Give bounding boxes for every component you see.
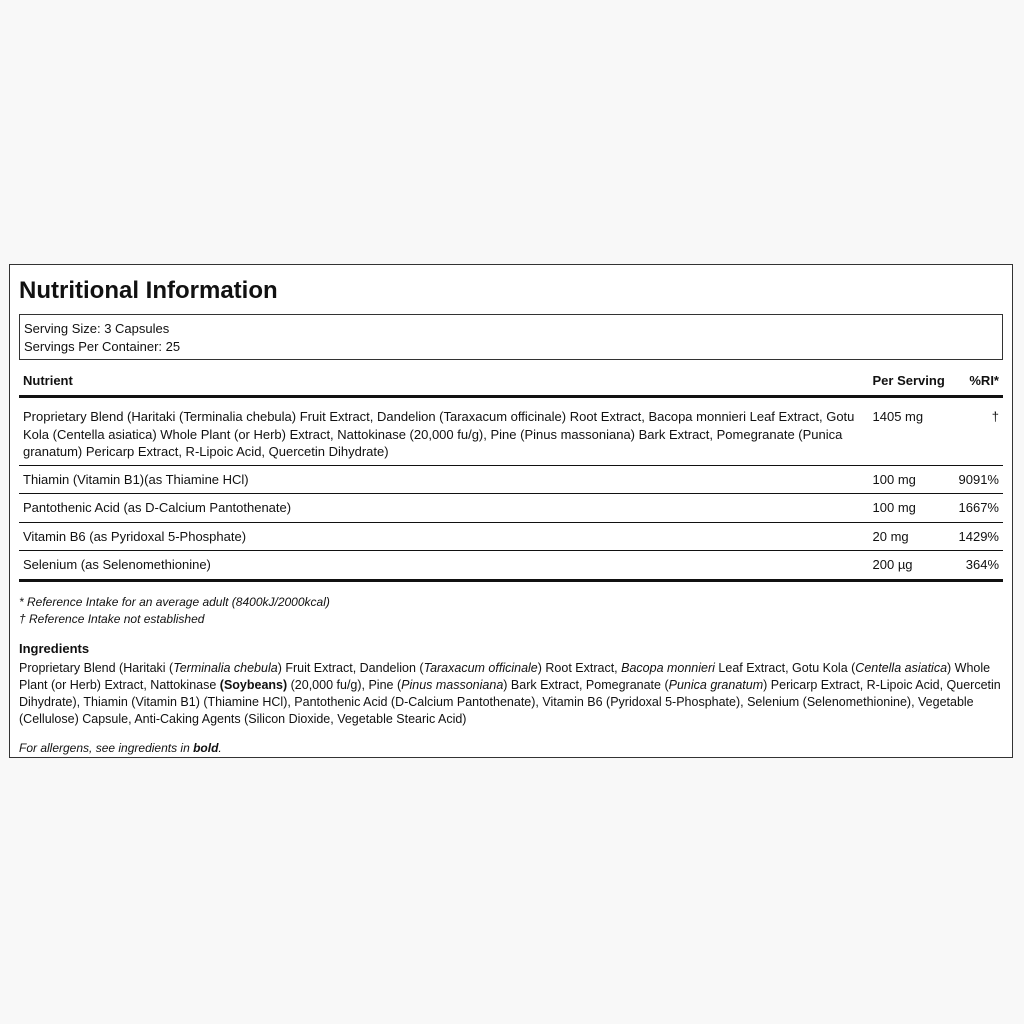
allergen-ingredient: (Soybeans) (219, 677, 288, 692)
column-header-per-serving: Per Serving (869, 369, 955, 397)
servings-per-container: Servings Per Container: 25 (24, 339, 181, 354)
nutrient-name: Selenium (as Selenomethionine) (19, 551, 869, 581)
nutrient-table (19, 369, 1003, 582)
per-serving-value: 20 mg (869, 522, 955, 551)
ingredient-latin-name: Bacopa monnieri (621, 660, 715, 675)
per-serving-value: 100 mg (869, 494, 955, 523)
ri-value: 364% (955, 551, 1003, 581)
serving-info-box (19, 314, 1003, 360)
nutrient-name: Pantothenic Acid (as D-Calcium Pantothenate) (19, 494, 869, 523)
ingredient-latin-name: Centella asiatica (855, 660, 948, 675)
table-row (19, 465, 1003, 494)
nutrient-name: Thiamin (Vitamin B1)(as Thiamine HCl) (19, 465, 869, 494)
ingredient-latin-name: Pinus massoniana (401, 677, 504, 692)
ri-value: † (955, 397, 1003, 466)
ingredient-text-segment: ) Fruit Extract, Dandelion ( (277, 660, 424, 675)
serving-size: Serving Size: 3 Capsules (24, 321, 170, 336)
page-title: Nutritional Information (19, 277, 278, 304)
table-row (19, 494, 1003, 523)
ingredient-text-segment: Proprietary Blend (Haritaki ( (19, 660, 174, 675)
per-serving-value: 1405 mg (869, 397, 955, 466)
ingredient-text-segment: ) Whole Plant (or Herb) Extract, Nattokinase (19, 660, 991, 692)
ri-value: 9091% (955, 465, 1003, 494)
ingredient-text-segment: ) Bark Extract, Pomegranate ( (503, 677, 669, 692)
column-header-ri: %RI* (955, 369, 1003, 397)
table-row (19, 397, 1003, 466)
footnote-not-established: † Reference Intake not established (19, 611, 205, 626)
allergen-note-bold: bold (193, 740, 219, 755)
ingredient-latin-name: Taraxacum officinale (423, 660, 538, 675)
ingredients-text (19, 660, 1003, 728)
table-row (19, 522, 1003, 551)
ri-value: 1667% (955, 494, 1003, 523)
ingredient-text-segment: ) Pericarp Extract, R-Lipoic Acid, Quercetin Dihydrate), Thiamin (Vitamin B1) (Thiamine HCl), Pantothenic Acid (D-Calcium Pantothenate), Vitamin B6 (Pyridoxal 5-Phosphate), Selenium (Selenomethionine), Vegetable (Cellulose) Capsule, Anti-Caking Agents (Silicon Dioxide, Vegetable Stearic Acid) (19, 677, 1001, 726)
ingredient-text-segment: ) Root Extract, (537, 660, 622, 675)
table-header-row (19, 369, 1003, 397)
footnote-reference-intake: * Reference Intake for an average adult (8400kJ/2000kcal) (19, 594, 330, 609)
per-serving-value: 200 µg (869, 551, 955, 581)
ingredients-heading: Ingredients (19, 640, 90, 656)
ingredient-latin-name: Punica granatum (668, 677, 764, 692)
table-row (19, 551, 1003, 581)
ingredient-text-segment: (20,000 fu/g), Pine ( (287, 677, 402, 692)
ingredient-text-segment: Leaf Extract, Gotu Kola ( (714, 660, 856, 675)
column-header-nutrient: Nutrient (19, 369, 869, 397)
allergen-note-suffix: . (218, 740, 222, 755)
allergen-note-prefix: For allergens, see ingredients in (19, 740, 194, 755)
nutrient-name: Vitamin B6 (as Pyridoxal 5-Phosphate) (19, 522, 869, 551)
ri-value: 1429% (955, 522, 1003, 551)
nutrition-panel (9, 264, 1013, 758)
footnotes (19, 594, 1003, 628)
nutrient-name: Proprietary Blend (Haritaki (Terminalia chebula) Fruit Extract, Dandelion (Taraxacum officinale) Root Extract, Bacopa monnieri Leaf Extract, Gotu Kola (Centella asiatica) Whole Plant (or Herb) Extract, Nattokinase (20,000 fu/g), Pine (Pinus massoniana) Bark Extract, Pomegranate (Punica granatum) Pericarp Extract, R-Lipoic Acid, Quercetin Dihydrate) (19, 397, 869, 466)
allergen-note (19, 740, 1003, 757)
ingredient-latin-name: Terminalia chebula (173, 660, 278, 675)
per-serving-value: 100 mg (869, 465, 955, 494)
